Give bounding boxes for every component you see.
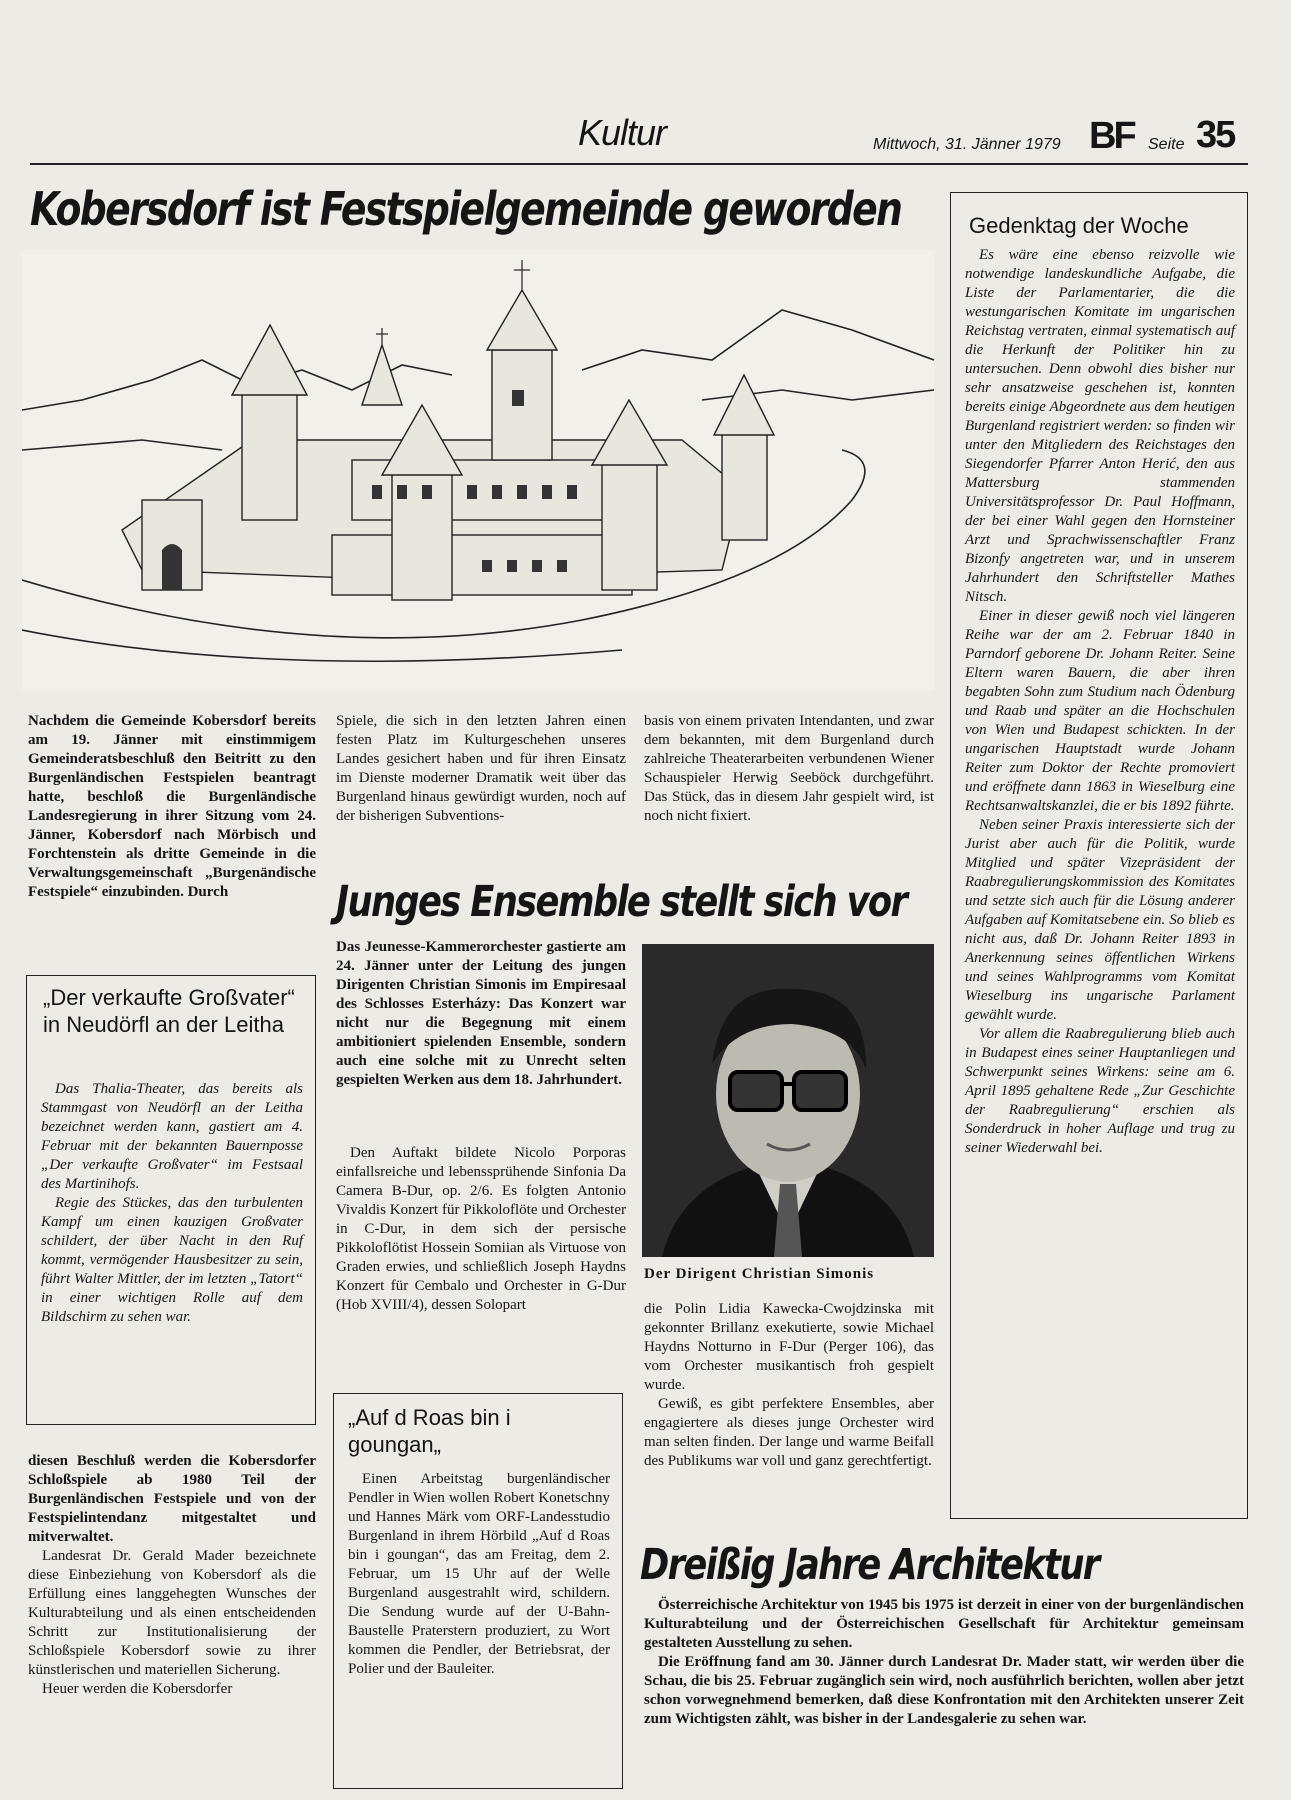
continuation-p3: Heuer werden die Kobersdorfer: [42, 1681, 233, 1697]
neudoerfl-title: „Der verkaufte Großvater“ in Neudörfl an der Leitha: [43, 985, 295, 1037]
roas-body: Einen Arbeitstag burgenländischer Pendler in Wien wollen Robert Konetschny und Hannes Märk vom ORF-Landesstudio Burgenland in ihrem Hörbild „Auf d Roas bin i goungan“, das am Freitag, dem 2. Februar, um 15 Uhr auf der Welle Burgenland ausgestrahlt wird, schildern. Die Sendung wurde auf der U-Bahn-Baustelle Praterstern produziert, zu Wort kommen die Pendler, der Betriebsrat, der Polier und der Bauleiter.: [348, 1471, 610, 1677]
photo-caption: Der Dirigent Christian Simonis: [644, 1266, 875, 1282]
neudoerfl-p2: Regie des Stückes, das den turbulenten Kampf um einen kauzigen Großvater schildert, der über Nacht in den Ruf kommt, vermögender Hausbesitzer zu sein, führt Walter Mittler, der im letzten „Tatort“ in einer wichtigen Rolle auf dem Bildschirm zu sehen war.: [41, 1195, 303, 1325]
gedenktag-text: [965, 246, 1235, 1158]
gedenktag-p1: Es wäre eine ebenso reizvolle wie notwendige landeskundliche Aufgabe, die Liste der Parlamentarier, die die westungarischen Komitate im ungarischen Reichstag vertraten, einmal systematisch auf die Herkunft der Politiker hin zu untersuchen. Denn obwohl dies bisher nur sehr ansatzweise geschehen ist, konnten bereits einige Abgeordnete aus dem heutigen Burgenland registriert werden: so finden wir unter den Mitgliedern des Reichstages den Siegendorfer Pfarrer Anton Herić, den aus Mattersburg stammenden Universitätsprofessor Dr. Paul Hoffmann, der bei einer Wahl gegen den Hornsteiner Arzt und Sprachwissenschaftler Franz Bizonfy angetreten war, und in unserem Jahrhundert den Schriftsteller Mathes Nitsch.: [965, 247, 1235, 605]
gedenktag-p4: Vor allem die Raabregulierung blieb auch in Budapest eines seiner Hauptanliegen und Schwerpunkt seines Wirkens: seine am 6. April 1895 gehaltene Rede „Zur Geschichte der Raabregulierung“ erschien als Sonderdruck in hoher Auflage und trug zu seiner Wiederwahl bei.: [965, 1026, 1235, 1156]
continuation-p1: diesen Beschluß werden die Kobersdorfer Schloßspiele ab 1980 Teil der Burgenländischen Festspiele und von der Festspielintendanz mitgestaltet und mitverwaltet.: [28, 1453, 316, 1545]
ensemble-body: Den Auftakt bildete Nicolo Porporas einfallsreiche und lebenssprühende Sinfonia Da Camera B-Dur, op. 2/6. Es folgten Antonio Vivaldis Konzert für Pikkoloflöte und Orchester in C-Dur, in dem sich der persische Pikkoloflötist Hossein Somiian als Virtuose von Graden erwies, und schließlich Joseph Haydns Konzert für Cembalo und Orchester in G-Dur (Hob XVIII/4), dessen Solopart: [336, 1145, 626, 1313]
header-rule: [30, 163, 1248, 165]
conductor-portrait-icon: [642, 944, 934, 1257]
neudoerfl-text: [41, 1080, 303, 1327]
newspaper-logo: BF: [1089, 115, 1134, 157]
architektur-headline: Dreißig Jahre Architektur: [640, 1540, 1099, 1590]
main-article-continuation: [28, 1452, 316, 1699]
main-article-col2: Spiele, die sich in den letzten Jahren einen festen Platz im Kulturgeschehen unseres Landes gesichert haben und für ihren Einsatz im Dienste moderner Dramatik weit über das Burgenland hinaus gewürdigt wurden, noch auf der bisherigen Subventions-: [336, 713, 626, 824]
castle-engraving-image: [22, 250, 934, 690]
neudoerfl-box: [26, 975, 316, 1425]
ensemble-headline: Junges Ensemble stellt sich vor: [336, 877, 907, 927]
gedenktag-p3: Neben seiner Praxis interessierte sich der Jurist aber auch für die Politik, wurde Mitglied und später Vizepräsident der Raabregulierungskommission des Komitates und setzte sich auch für die Lösung anderer Aufgaben auf Komitatsebene ein. So blieb es nicht aus, daß Dr. Johann Reiter 1893 in Anerkennung seines öffentlichen Wirkens und seines Wahlprogramms vom Komitat Wieselburg ins ungarische Parlament gewählt wurde.: [965, 817, 1235, 1023]
main-article-col1: Nachdem die Gemeinde Kobersdorf bereits am 19. Jänner mit einstimmigem Gemeinderatsbeschluß den Beitritt zu den Burgenländischen Festspielen beantragt hatte, beschloß die Burgenländische Landesregierung in ihrer Sitzung vom 24. Jänner, Kobersdorf nach Mörbisch und Forchtenstein als dritte Gemeinde in die Verwaltungsgemeinschaft „Burgenändische Festspiele“ einzubinden. Durch: [28, 713, 316, 900]
architektur-p2: Die Eröffnung fand am 30. Jänner durch Landesrat Dr. Mader statt, wir werden über die Schau, die bis 25. Februar zugänglich sein wird, noch ausführlich berichten, wollen aber jetzt schon vorwegnehmend bemerken, daß diese Konfrontation mit den Architekten unserer Zeit zum Wichtigsten zählt, was bisher in der Landesgalerie zu sehen war.: [644, 1654, 1244, 1727]
main-headline: Kobersdorf ist Festspielgemeinde geworden: [30, 182, 902, 236]
architektur-text: [644, 1596, 1244, 1729]
ensemble-right-col: [644, 1300, 934, 1471]
main-article-col3: basis von einem privaten Intendanten, und zwar dem bekannten, mit dem Burgenland durch zahlreiche Theaterarbeiten verbundenen Wiener Schauspieler Herwig Seeböck durchgeführt. Das Stück, das in diesem Jahr gespielt wird, ist noch nicht fixiert.: [644, 713, 934, 824]
gedenktag-title: Gedenktag der Woche: [969, 213, 1189, 238]
gedenktag-p2: Einer in dieser gewiß noch viel längeren Reihe war der am 2. Februar 1840 in Parndorf geborene Dr. Johann Reiter. Seine Eltern waren Bauern, die aber ihren begabten Sohn zum Studium nach Ödenburg und Raab und später an die Hochschulen von Wien und Budapest schickten. In der ungarischen Hauptstadt wurde Johann Reiter zum Doktor der Rechte promoviert und eröffnete dann 1863 in Wieselburg eine Rechtsanwaltskanzlei, die er bis 1892 führte.: [965, 608, 1235, 814]
roas-box: [333, 1393, 623, 1789]
gedenktag-box: [950, 192, 1248, 1519]
issue-date: Mittwoch, 31. Jänner 1979: [873, 136, 1061, 153]
page-number: 35: [1196, 114, 1235, 156]
conductor-photo: [642, 944, 934, 1257]
continuation-p2: Landesrat Dr. Gerald Mader bezeichnete diese Einbeziehung von Kobersdorf als die Erfüllung eines langgehegten Wunsches der Kulturabteilung und als einen entscheidenden Schritt zur Institutionalisierung der Schloßspiele Kobersdorf sowie zu ihrer künstlerischen und materiellen Sicherung.: [28, 1548, 316, 1678]
page-label: Seite: [1148, 136, 1185, 153]
ensemble-right-p2: Gewiß, es gibt perfektere Ensembles, aber engagiertere als dieses junge Orchester wird man selten finden. Der lange und warme Beifall des Publikums war voll und ganz gerechtfertigt.: [644, 1396, 934, 1469]
roas-title: „Auf d Roas bin i goungan„: [348, 1405, 511, 1457]
ensemble-lead: Das Jeunesse-Kammerorchester gastierte am 24. Jänner unter der Leitung des jungen Dirigenten Christian Simonis im Empiresaal des Schlosses Esterházy: Das Konzert war nicht nur die Begegnung mit einem ambitioniert spielenden Ensemble, sondern auch eine solche mit zu Unrecht selten gespielten Werken aus dem 18. Jahrhundert.: [336, 939, 626, 1088]
ensemble-right-p1: die Polin Lidia Kawecka-Cwojdzinska mit gekonnter Brillanz exekutierte, sowie Michael Haydns Notturno in F-Dur (Perger 106), das vom Orchester musikantisch froh gespielt wurde.: [644, 1301, 934, 1393]
section-title: Kultur: [578, 112, 667, 153]
architektur-p1: Österreichische Architektur von 1945 bis 1975 ist derzeit in einer von der burgenländischen Kulturabteilung und der Österreichischen Gesellschaft für Architektur gemeinsam gestalteten Ausstellung zu sehen.: [644, 1597, 1244, 1651]
castle-engraving-icon: [22, 250, 934, 690]
neudoerfl-p1: Das Thalia-Theater, das bereits als Stammgast von Neudörfl an der Leitha bezeichnet werden kann, gastiert am 4. Februar mit der bekannten Bauernposse „Der verkaufte Großvater“ im Festsaal des Martinihofs.: [41, 1081, 303, 1192]
